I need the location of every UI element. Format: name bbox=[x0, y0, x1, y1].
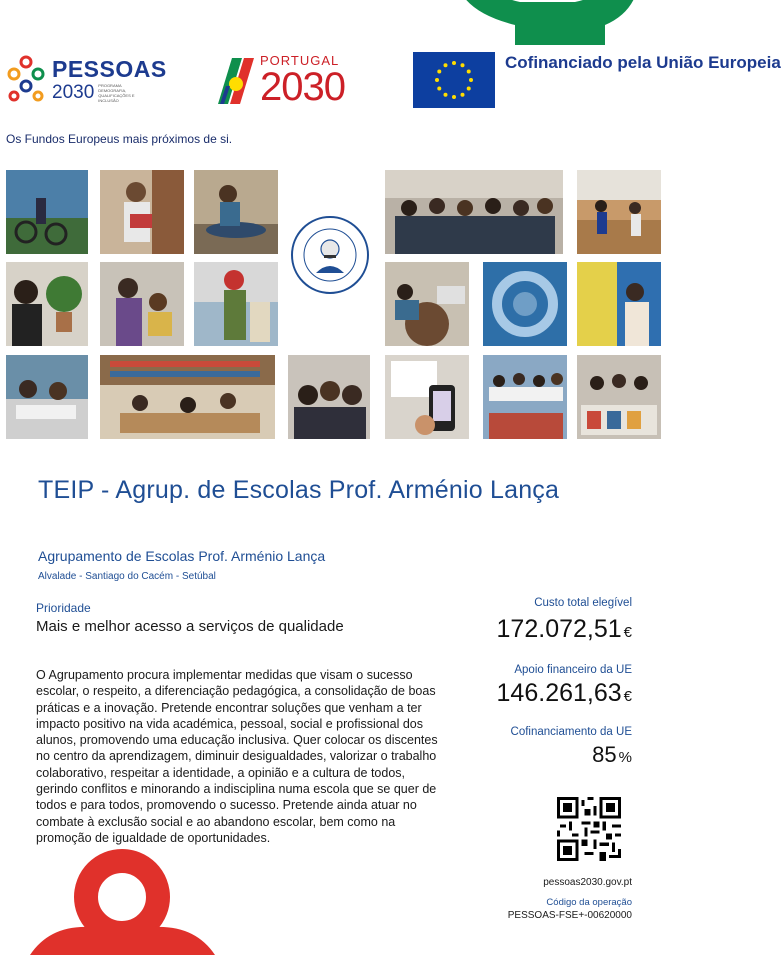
photo-classroom-activity bbox=[6, 355, 88, 439]
eu-flag-icon bbox=[413, 52, 495, 108]
eu-star-icon bbox=[461, 63, 465, 67]
cofinancing-amount: 85 bbox=[592, 742, 617, 767]
decorative-red-shape bbox=[30, 855, 215, 955]
eu-logo-text: Cofinanciado pela União Europeia bbox=[505, 53, 781, 72]
pessoas-logo-year: 2030 bbox=[52, 82, 95, 103]
eu-star-icon bbox=[467, 70, 471, 74]
photo-students-books bbox=[100, 262, 184, 346]
photo-students-cycling bbox=[6, 170, 88, 254]
project-location: Alvalade - Santiago do Cacém - Setúbal bbox=[38, 571, 216, 582]
pessoas-logo-name: PESSOAS bbox=[52, 55, 167, 82]
pessoas-2030-logo bbox=[6, 52, 167, 108]
eu-support-amount: 146.261,63 bbox=[496, 679, 622, 707]
total-cost-unit: € bbox=[623, 624, 632, 641]
photo-classroom-students bbox=[385, 262, 469, 346]
photo-costumes-classroom bbox=[577, 262, 661, 346]
eu-star-icon bbox=[461, 93, 465, 97]
eu-support-label: Apoio financeiro da UE bbox=[514, 664, 632, 676]
school-seal-logo bbox=[290, 215, 370, 295]
photo-students-group-smiling bbox=[288, 355, 370, 439]
eu-star-icon bbox=[437, 87, 441, 91]
pessoas-logo-subtitle: PROGRAMA DEMOGRAFIA, QUALIFICAÇÕES E INCLUSÃO bbox=[98, 82, 135, 103]
priority-value: Mais e melhor acesso a serviços de qualidade bbox=[36, 618, 344, 635]
eu-support-value bbox=[497, 679, 632, 708]
total-cost-value bbox=[497, 615, 632, 644]
photo-students-circle-aerial bbox=[483, 262, 567, 346]
eu-star-icon bbox=[469, 78, 473, 82]
total-cost-amount: 172.072,51 bbox=[496, 615, 622, 643]
operation-code: PESSOAS-FSE+-00620000 bbox=[507, 910, 632, 921]
eu-star-icon bbox=[444, 63, 448, 67]
eu-star-icon bbox=[467, 87, 471, 91]
photo-students-exhibition bbox=[577, 355, 661, 439]
photo-large-student-group bbox=[385, 170, 563, 254]
eu-support-unit: € bbox=[623, 688, 632, 705]
portugal-flag-icon bbox=[214, 54, 256, 106]
pessoas-people-icon bbox=[6, 54, 46, 106]
project-description: O Agrupamento procura implementar medidas que visam o sucesso escolar, o respeito, a diferenciação pedagógica, a consolidação de boas práticas e a inovação. Pretende encontrar soluções que venham a ter impacto positivo na vida académica, pessoal, social e profissional dos alunos, promovendo uma educação inclusiva. Quer colocar os discentes no centro da aprendizagem, diminuir desigualdades, valorizar o trabalho colaborativo, respeitar a identidade, a opinião e a cultura de todos, gerindo conflitos e minorando a indisciplina numa escola que se quer de todos e para todos, promovendo o sucesso. Pretende ainda atuar no combate à exclusão social e ao abandono escolar, bem como na promoção de igualdade de oportunidades. bbox=[36, 668, 438, 845]
total-cost-label: Custo total elegível bbox=[534, 597, 632, 609]
photo-phone-qr-scan bbox=[385, 355, 469, 439]
tagline: Os Fundos Europeus mais próximos de si. bbox=[6, 132, 233, 146]
eu-star-icon bbox=[437, 70, 441, 74]
project-title: TEIP - Agrup. de Escolas Prof. Arménio Lança bbox=[38, 476, 560, 504]
photo-first-aid-training bbox=[194, 170, 278, 254]
decorative-green-shape bbox=[455, 0, 640, 45]
photo-library-group bbox=[100, 355, 275, 439]
priority-label: Prioridade bbox=[36, 601, 91, 615]
operation-code-label: Código da operação bbox=[546, 897, 632, 908]
beneficiary-name: Agrupamento de Escolas Prof. Arménio Lança bbox=[38, 548, 326, 564]
website-link[interactable]: pessoas2030.gov.pt bbox=[543, 877, 632, 888]
photo-gym-sports bbox=[577, 170, 661, 254]
eu-star-icon bbox=[435, 78, 439, 82]
eu-star-icon bbox=[452, 61, 456, 65]
cofinancing-label: Cofinanciamento da UE bbox=[510, 726, 632, 738]
eu-star-icon bbox=[444, 93, 448, 97]
portugal-2030-logo bbox=[214, 50, 345, 110]
portugal-logo-year: 2030 bbox=[260, 64, 345, 109]
qr-code[interactable] bbox=[557, 797, 621, 861]
cofinancing-value bbox=[592, 742, 632, 768]
portugal-logo-country: PORTUGAL bbox=[260, 52, 340, 68]
photo-student-reading bbox=[100, 170, 184, 254]
photo-student-plants bbox=[6, 262, 88, 346]
cofinancing-unit: % bbox=[618, 749, 632, 766]
photo-costume-performance bbox=[194, 262, 278, 346]
eu-star-icon bbox=[452, 95, 456, 99]
photo-students-certificates bbox=[483, 355, 567, 439]
eu-cofinancing-logo bbox=[413, 52, 781, 108]
